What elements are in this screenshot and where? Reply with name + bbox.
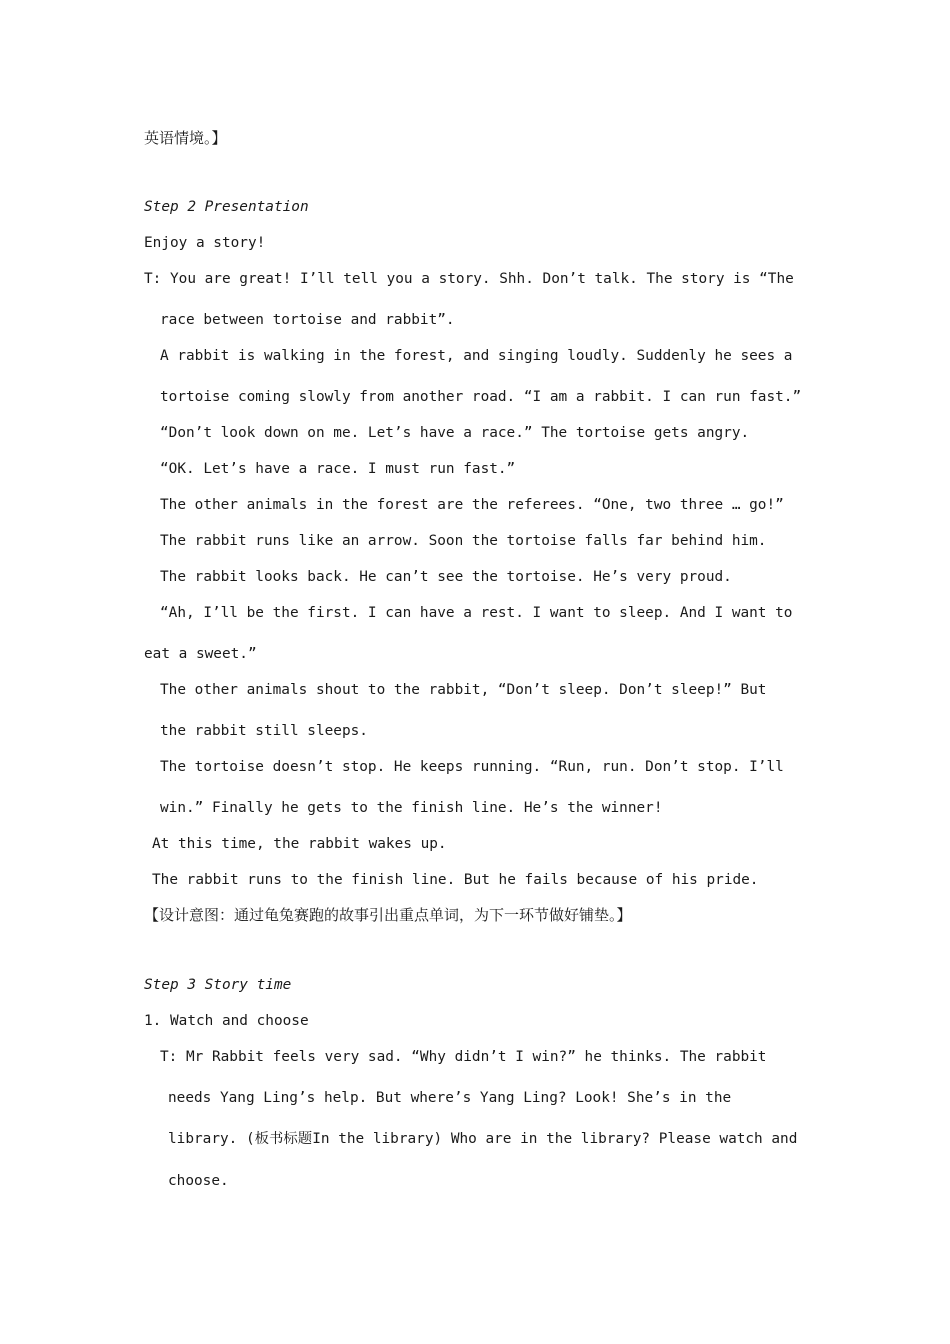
story-line: tortoise coming slowly from another road. “I am a rabbit. I can run fast.” bbox=[160, 389, 802, 405]
story-line: “Ah, I’ll be the first. I can have a rest. I want to sleep. And I want to bbox=[160, 605, 793, 621]
story-line: win.” Finally he gets to the finish line. He’s the winner! bbox=[160, 800, 663, 816]
story-line: The rabbit looks back. He can’t see the tortoise. He’s very proud. bbox=[160, 569, 732, 585]
story-line: the rabbit still sleeps. bbox=[160, 723, 368, 739]
enjoy-story-text: Enjoy a story! bbox=[144, 235, 266, 251]
story-line: “Don’t look down on me. Let’s have a race.” The tortoise gets angry. bbox=[160, 425, 750, 441]
story-line: eat a sweet.” bbox=[144, 646, 257, 662]
story-time-line: T: Mr Rabbit feels very sad. “Why didn’t I win?” he thinks. The rabbit bbox=[160, 1049, 767, 1065]
story-line: The rabbit runs to the finish line. But he fails because of his pride. bbox=[152, 872, 759, 888]
story-line: The rabbit runs like an arrow. Soon the tortoise falls far behind him. bbox=[160, 533, 767, 549]
story-line: T: You are great! I’ll tell you a story. Shh. Don’t talk. The story is “The bbox=[144, 271, 794, 287]
story-time-line: library. (板书标题In the library) Who are in the library? Please watch and bbox=[168, 1131, 798, 1147]
story-line: At this time, the rabbit wakes up. bbox=[152, 836, 447, 852]
design-note: 【设计意图：通过龟兔赛跑的故事引出重点单词，为下一环节做好铺垫。】 bbox=[144, 906, 632, 924]
story-time-line: choose. bbox=[168, 1173, 229, 1189]
step3-heading: Step 3 Story time bbox=[144, 977, 292, 993]
story-line: The other animals in the forest are the referees. “One, two three … go!” bbox=[160, 497, 784, 513]
watch-choose-item: 1. Watch and choose bbox=[144, 1013, 309, 1029]
story-line: A rabbit is walking in the forest, and singing loudly. Suddenly he sees a bbox=[160, 348, 793, 364]
intro-tail-text: 英语情境。】 bbox=[144, 129, 227, 147]
story-line: The tortoise doesn’t stop. He keeps running. “Run, run. Don’t stop. I’ll bbox=[160, 759, 784, 775]
story-line: race between tortoise and rabbit”. bbox=[160, 312, 455, 328]
story-line: The other animals shout to the rabbit, “Don’t sleep. Don’t sleep!” But bbox=[160, 682, 767, 698]
step2-heading: Step 2 Presentation bbox=[144, 199, 309, 215]
story-time-line: needs Yang Ling’s help. But where’s Yang Ling? Look! She’s in the bbox=[168, 1090, 732, 1106]
story-line: “OK. Let’s have a race. I must run fast.” bbox=[160, 461, 516, 477]
